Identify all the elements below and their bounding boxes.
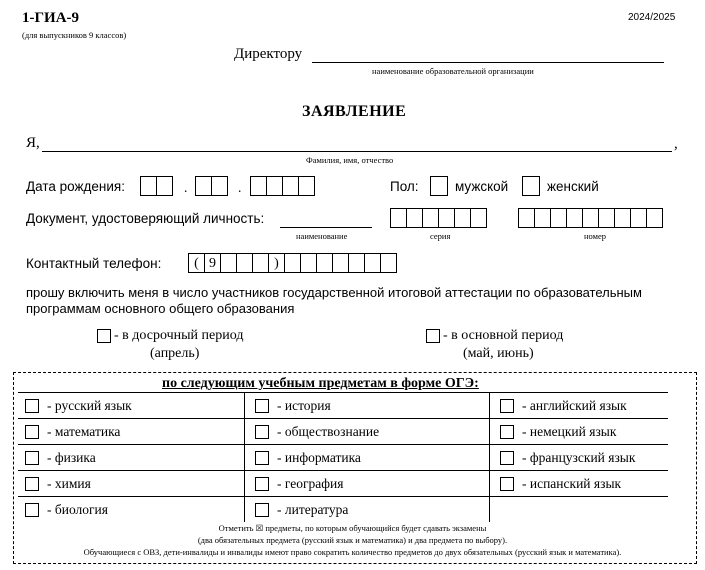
subject-informatics[interactable]	[255, 450, 361, 466]
period-main[interactable]	[426, 328, 563, 344]
number-cell[interactable]	[518, 208, 535, 228]
fio-caption: Фамилия, имя, отчество	[306, 155, 394, 165]
subject-checkbox[interactable]	[25, 503, 39, 517]
period-main-checkbox[interactable]	[426, 329, 440, 343]
subject-french[interactable]	[500, 450, 635, 466]
subject-label: - русский язык	[47, 398, 132, 413]
grid-line	[18, 418, 668, 419]
birth-month-cells[interactable]	[195, 176, 228, 196]
ya-label: Я,	[26, 135, 40, 151]
birth-year-cell[interactable]	[266, 176, 283, 196]
subject-checkbox[interactable]	[25, 399, 39, 413]
subject-chemistry[interactable]	[25, 476, 91, 492]
phone-cell[interactable]	[252, 253, 269, 273]
subject-label: - история	[277, 398, 331, 413]
gender-male-checkbox[interactable]	[430, 176, 448, 196]
subject-checkbox[interactable]	[255, 503, 269, 517]
subject-label: - английский язык	[522, 398, 627, 413]
footer-note-1: Отметить ☒ предметы, по которым обучающийся будет сдавать экзамены	[218, 523, 487, 533]
gender-female-label: женский	[547, 179, 599, 194]
birth-day-cells[interactable]	[140, 176, 173, 196]
form-subtitle: (для выпускников 9 классов)	[22, 30, 127, 40]
document-series-caption: серия	[430, 231, 451, 241]
series-cell[interactable]	[406, 208, 423, 228]
period-early-checkbox[interactable]	[97, 329, 111, 343]
subjects-header: по следующим учебным предметам в форме ОГЭ:	[162, 376, 479, 391]
subject-checkbox[interactable]	[25, 477, 39, 491]
document-title: ЗАЯВЛЕНИЕ	[302, 103, 407, 120]
gender-female-checkbox[interactable]	[522, 176, 540, 196]
phone-cell[interactable]	[316, 253, 333, 273]
request-text-line1: прошу включить меня в число участников государственной итоговой аттестации по образовательным	[26, 285, 642, 300]
document-name-line[interactable]	[280, 227, 372, 228]
grid-line	[18, 496, 668, 497]
subject-social[interactable]	[255, 424, 379, 440]
period-early-label: - в досрочный период	[114, 328, 244, 343]
period-early[interactable]	[97, 328, 243, 344]
footer-note-2: (два обязательных предмета (русский язык и математика) и два предмета по выбору).	[197, 535, 508, 545]
phone-cell[interactable]	[364, 253, 381, 273]
birth-day-cell[interactable]	[140, 176, 157, 196]
gender-label: Пол:	[390, 179, 419, 194]
phone-cell[interactable]	[284, 253, 301, 273]
birth-year-cell[interactable]	[250, 176, 267, 196]
birth-year-cell[interactable]	[298, 176, 315, 196]
subject-label: - немецкий язык	[522, 424, 617, 439]
grid-line	[18, 470, 668, 471]
subject-checkbox[interactable]	[500, 425, 514, 439]
director-label: Директору	[234, 46, 303, 62]
fio-comma: ,	[674, 136, 678, 152]
grid-line	[489, 392, 490, 522]
subject-label: - физика	[47, 450, 96, 465]
phone-label: Контактный телефон:	[26, 256, 162, 271]
subject-label: - география	[277, 476, 344, 491]
birth-dot: .	[238, 180, 242, 195]
birth-label: Дата рождения:	[26, 179, 125, 194]
form-code: 1-ГИА-9	[22, 10, 80, 26]
number-cell[interactable]	[582, 208, 599, 228]
period-early-sub: (апрель)	[150, 346, 200, 361]
subject-checkbox[interactable]	[255, 477, 269, 491]
phone-cell[interactable]: 9	[204, 253, 221, 273]
number-cell[interactable]	[566, 208, 583, 228]
phone-cell[interactable]	[348, 253, 365, 273]
document-number-caption: номер	[584, 231, 607, 241]
subject-history[interactable]	[255, 398, 331, 414]
request-text-line2: программам основного общего образования	[26, 301, 295, 316]
number-cell[interactable]	[534, 208, 551, 228]
subject-checkbox[interactable]	[255, 425, 269, 439]
director-line[interactable]	[312, 62, 664, 63]
document-name-caption: наименование	[296, 231, 348, 241]
subject-label: - информатика	[277, 450, 361, 465]
phone-cells[interactable]	[188, 253, 397, 273]
series-cell[interactable]	[470, 208, 487, 228]
birth-day-cell[interactable]	[156, 176, 173, 196]
document-label: Документ, удостоверяющий личность:	[26, 211, 265, 226]
number-cell[interactable]	[630, 208, 647, 228]
document-number-cells[interactable]	[518, 208, 663, 228]
phone-cell[interactable]: (	[188, 253, 205, 273]
subject-checkbox[interactable]	[500, 399, 514, 413]
subject-biology[interactable]	[25, 502, 108, 518]
subject-label: - литература	[277, 502, 349, 517]
birth-month-cell[interactable]	[211, 176, 228, 196]
subject-english[interactable]	[500, 398, 627, 414]
subject-german[interactable]	[500, 424, 616, 440]
grid-line	[18, 444, 668, 445]
period-main-sub: (май, июнь)	[463, 346, 534, 361]
school-year: 2024/2025	[628, 12, 676, 23]
birth-year-cells[interactable]	[250, 176, 315, 196]
series-cell[interactable]	[438, 208, 455, 228]
subject-literature[interactable]	[255, 502, 348, 518]
fio-line[interactable]	[42, 151, 672, 152]
number-cell[interactable]	[614, 208, 631, 228]
series-cell[interactable]	[454, 208, 471, 228]
phone-cell[interactable]: )	[268, 253, 285, 273]
subject-label: - химия	[47, 476, 91, 491]
subject-checkbox[interactable]	[25, 451, 39, 465]
subject-label: - биология	[47, 502, 108, 517]
document-series-cells[interactable]	[390, 208, 487, 228]
subject-label: - обществознание	[277, 424, 380, 439]
phone-cell[interactable]	[236, 253, 253, 273]
phone-cell[interactable]	[380, 253, 397, 273]
subject-geography[interactable]	[255, 476, 343, 492]
subject-math[interactable]	[25, 424, 120, 440]
gender-male-label: мужской	[455, 179, 509, 194]
grid-line	[18, 392, 668, 393]
subject-checkbox[interactable]	[255, 451, 269, 465]
number-cell[interactable]	[598, 208, 615, 228]
period-main-label: - в основной период	[443, 328, 564, 343]
subject-label: - испанский язык	[522, 476, 622, 491]
grid-line	[244, 392, 245, 522]
subject-checkbox[interactable]	[25, 425, 39, 439]
number-cell[interactable]	[550, 208, 567, 228]
subject-checkbox[interactable]	[500, 477, 514, 491]
phone-cell[interactable]	[220, 253, 237, 273]
subject-checkbox[interactable]	[255, 399, 269, 413]
subject-physics[interactable]	[25, 450, 96, 466]
subject-spanish[interactable]	[500, 476, 621, 492]
phone-cell[interactable]	[332, 253, 349, 273]
subject-label: - французский язык	[522, 450, 636, 465]
birth-dot: .	[184, 180, 188, 195]
birth-month-cell[interactable]	[195, 176, 212, 196]
subject-checkbox[interactable]	[500, 451, 514, 465]
series-cell[interactable]	[390, 208, 407, 228]
number-cell[interactable]	[646, 208, 663, 228]
series-cell[interactable]	[422, 208, 439, 228]
subject-russian[interactable]	[25, 398, 132, 414]
phone-cell[interactable]	[300, 253, 317, 273]
org-caption: наименование образовательной организации	[372, 66, 534, 76]
subject-label: - математика	[47, 424, 121, 439]
footer-note-3: Обучающиеся с ОВЗ, дети-инвалиды и инвалиды имеют право сократить количество предметов до двух обязательных (русский язык и математика).	[83, 547, 622, 557]
birth-year-cell[interactable]	[282, 176, 299, 196]
